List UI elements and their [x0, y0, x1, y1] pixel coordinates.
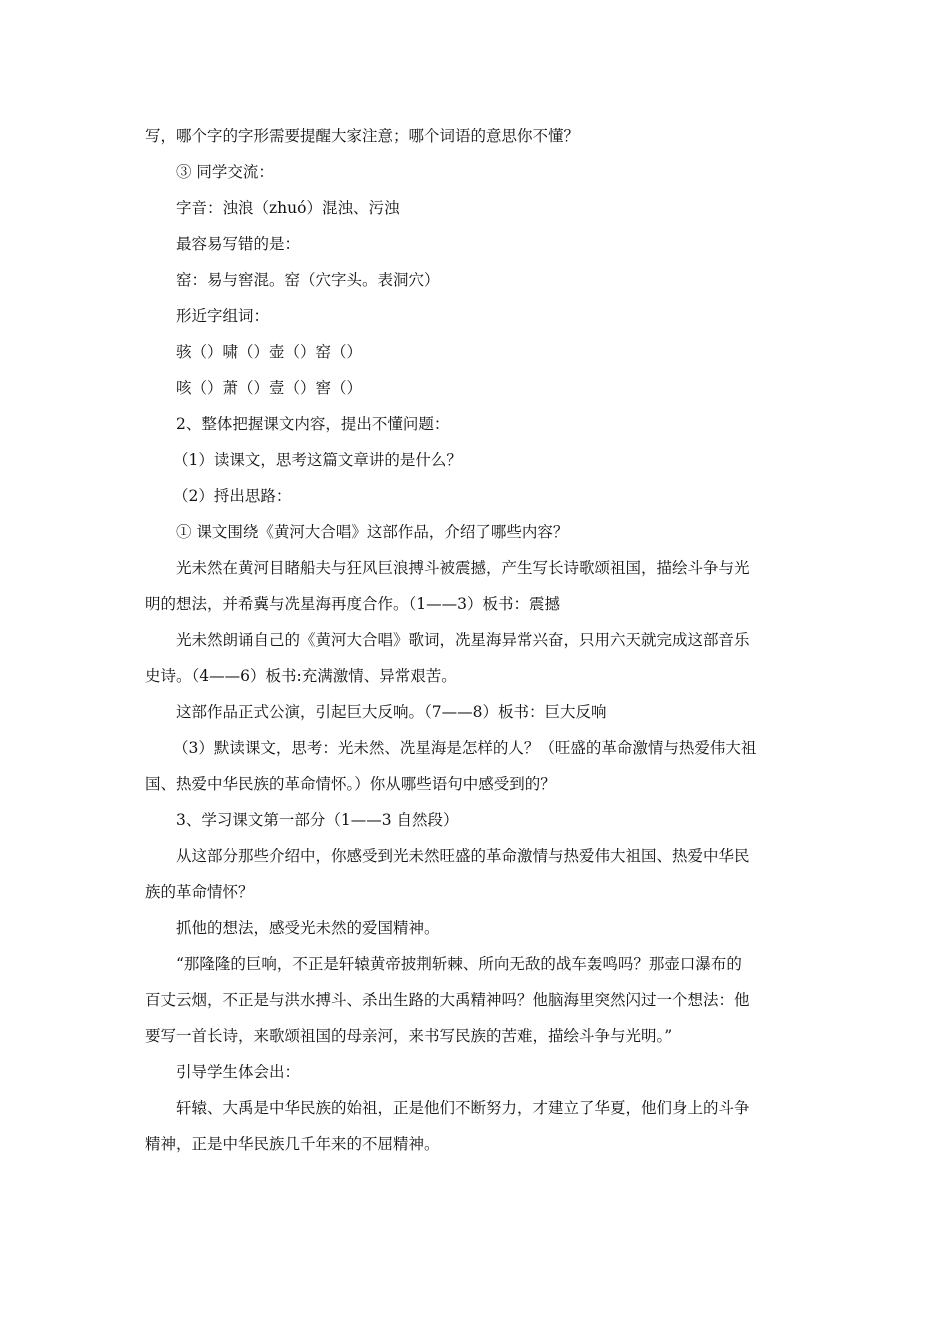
paragraph-line: 咳（）萧（）壹（）窖（） — [176, 379, 363, 397]
paragraph-line: 光未然在黄河目睹船夫与狂风巨浪搏斗被震撼，产生写长诗歌颂祖国，描绘斗争与光 — [176, 559, 750, 577]
paragraph-line: 要写一首长诗，来歌颂祖国的母亲河，来书写民族的苦难，描绘斗争与光明。” — [145, 1027, 673, 1045]
paragraph-line: 引导学生体会出： — [176, 1063, 301, 1081]
paragraph-line: 光未然朗诵自己的《黄河大合唱》歌词，冼星海异常兴奋，只用六天就完成这部音乐 — [176, 631, 750, 649]
paragraph-line: （2）捋出思路： — [173, 487, 292, 505]
paragraph-line: 精神，正是中华民族几千年来的不屈精神。 — [145, 1135, 440, 1153]
document-body — [145, 124, 810, 1168]
paragraph-line: 写，哪个字的字形需要提醒大家注意；哪个词语的意思你不懂？ — [145, 127, 580, 145]
paragraph-line: 轩辕、大禹是中华民族的始祖，正是他们不断努力，才建立了华夏，他们身上的斗争 — [176, 1099, 750, 1117]
paragraph-line: 国、热爱中华民族的革命情怀。）你从哪些语句中感受到的？ — [145, 775, 556, 793]
paragraph-line: ① 课文围绕《黄河大合唱》这部作品，介绍了哪些内容？ — [176, 523, 569, 541]
paragraph-line: 从这部分那些介绍中，你感受到光未然旺盛的革命激情与热爱伟大祖国、热爱中华民 — [176, 847, 750, 865]
paragraph-line: 3、学习课文第一部分（1——3 自然段） — [176, 811, 459, 829]
paragraph-line: 形近字组词： — [176, 307, 270, 325]
paragraph-line: 这部作品正式公演，引起巨大反响。（7——8）板书：巨大反响 — [176, 703, 607, 721]
paragraph-line: （3）默读课文，思考：光未然、冼星海是怎样的人？（旺盛的革命激情与热爱伟大祖 — [173, 739, 757, 757]
paragraph-line: 骇（）啸（）壶（）窑（） — [176, 343, 363, 361]
paragraph-line: 百丈云烟，不正是与洪水搏斗、杀出生路的大禹精神吗？他脑海里突然闪过一个想法：他 — [145, 991, 750, 1009]
paragraph-line: 明的想法，并希冀与冼星海再度合作。（1——3）板书：震撼 — [145, 595, 560, 613]
paragraph-line: 史诗。（4——6）板书:充满激情、异常艰苦。 — [145, 667, 457, 685]
paragraph-line: ③ 同学交流： — [176, 163, 274, 181]
paragraph-line: 窑：易与窖混。窑（穴字头。表洞穴） — [176, 271, 440, 289]
paragraph-line: 抓他的想法，感受光未然的爱国精神。 — [176, 919, 440, 937]
paragraph-line: 2、整体把握课文内容，提出不懂问题： — [176, 415, 450, 433]
paragraph-line: （1）读课文，思考这篇文章讲的是什么？ — [173, 451, 462, 469]
paragraph-line: 最容易写错的是： — [176, 235, 301, 253]
paragraph-line: 字音：浊浪（zhuó）混浊、污浊 — [176, 199, 400, 217]
paragraph-line: “那隆隆的巨响，不正是轩辕黄帝披荆斩棘、所向无敌的战车轰鸣吗？那壶口瀑布的 — [176, 955, 742, 973]
paragraph-line: 族的革命情怀？ — [145, 883, 254, 901]
